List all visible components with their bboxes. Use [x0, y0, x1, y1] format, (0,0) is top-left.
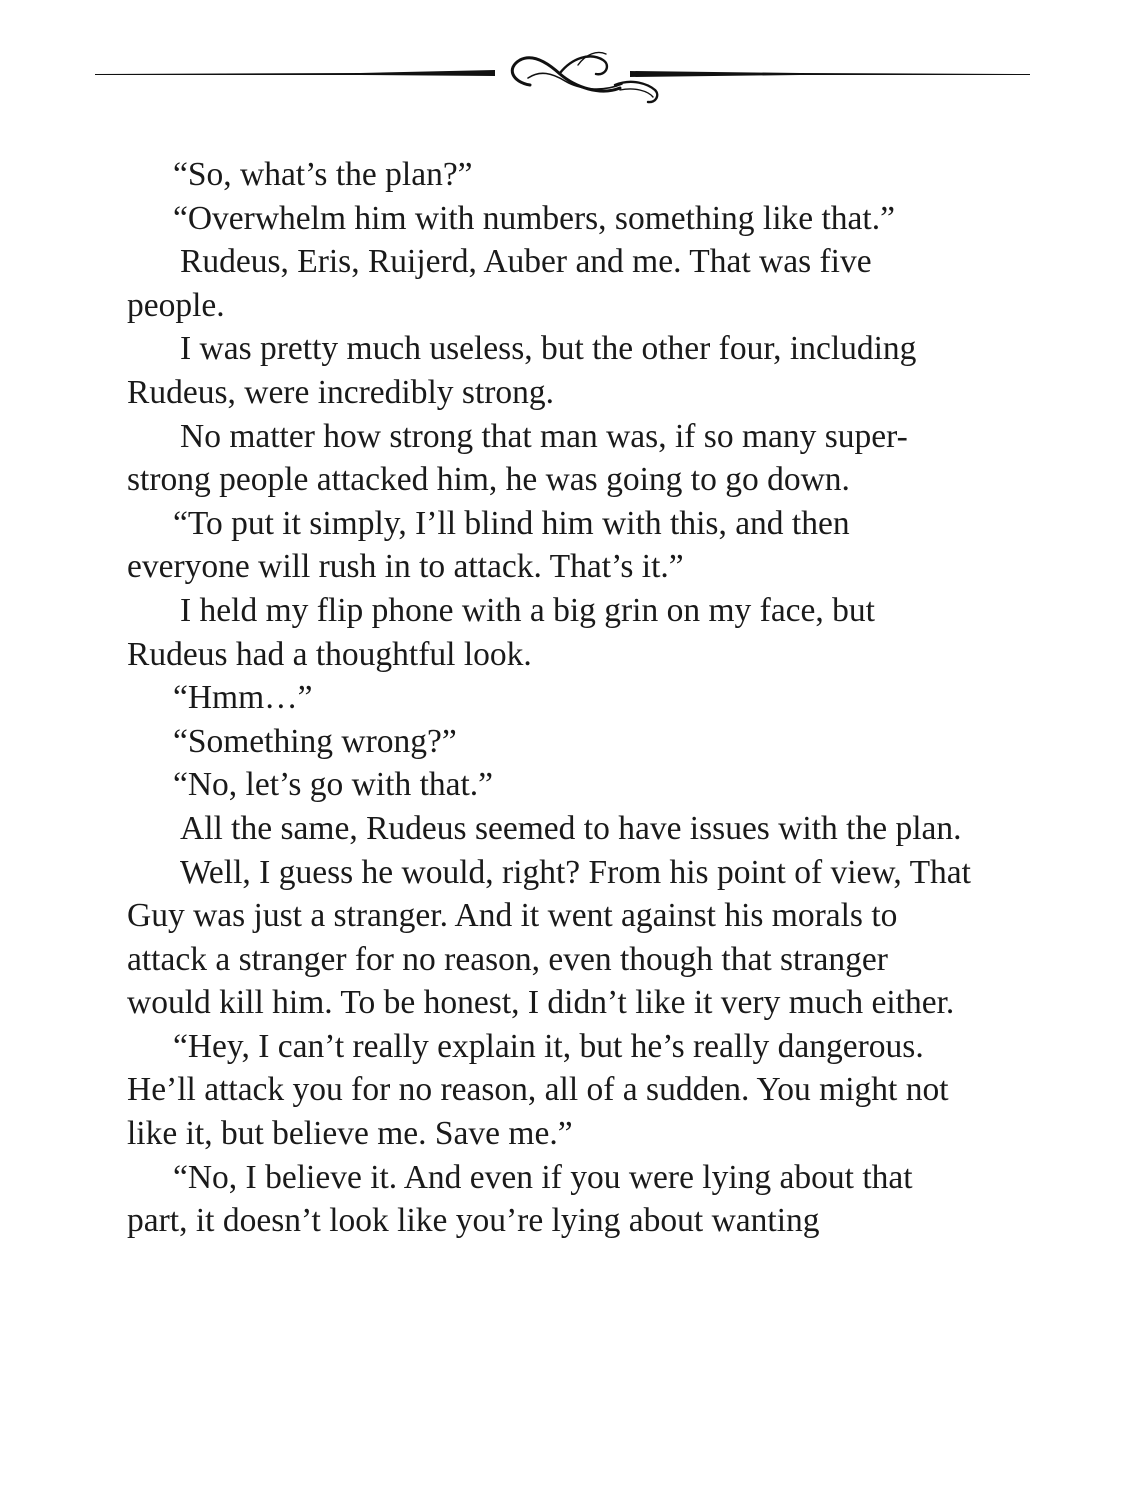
paragraph: “Hmm…”	[173, 679, 313, 717]
paragraph: No matter how strong that man was, if so many super-strong people attacked him, he was going to go down.	[127, 417, 908, 499]
paragraph: Rudeus, Eris, Ruijerd, Auber and me. That was five people.	[127, 243, 872, 324]
body-text	[127, 153, 977, 1243]
paragraph: Well, I guess he would, right? From his point of view, That Guy was just a stranger. And it went against his morals to attack a stranger for no reason, even though that stranger would kill him. To be honest, I didn’t like it very much either.	[127, 853, 971, 1022]
paragraph: I held my flip phone with a big grin on my face, but Rudeus had a thoughtful look.	[127, 591, 875, 673]
paragraph: All the same, Rudeus seemed to have issues with the plan.	[180, 809, 962, 847]
paragraph: “No, let’s go with that.”	[173, 766, 494, 804]
paragraph: “Something wrong?”	[173, 722, 457, 760]
paragraph: I was pretty much useless, but the other four, including Rudeus, were incredibly strong.	[127, 330, 917, 411]
paragraph: “So, what’s the plan?”	[173, 156, 473, 193]
paragraph: “No, I believe it. And even if you were lying about that part, it doesn’t look like you’re lying about wanting	[127, 1158, 913, 1240]
paragraph: “To put it simply, I’ll blind him with this, and then everyone will rush in to attack. That’s it.”	[127, 504, 850, 586]
paragraph: “Hey, I can’t really explain it, but he’s really dangerous. He’ll attack you for no reason, all of a sudden. You might not like it, but believe me. Save me.”	[127, 1027, 949, 1153]
flourish-divider-icon	[0, 40, 1122, 110]
paragraph: “Overwhelm him with numbers, something like that.”	[173, 199, 895, 237]
